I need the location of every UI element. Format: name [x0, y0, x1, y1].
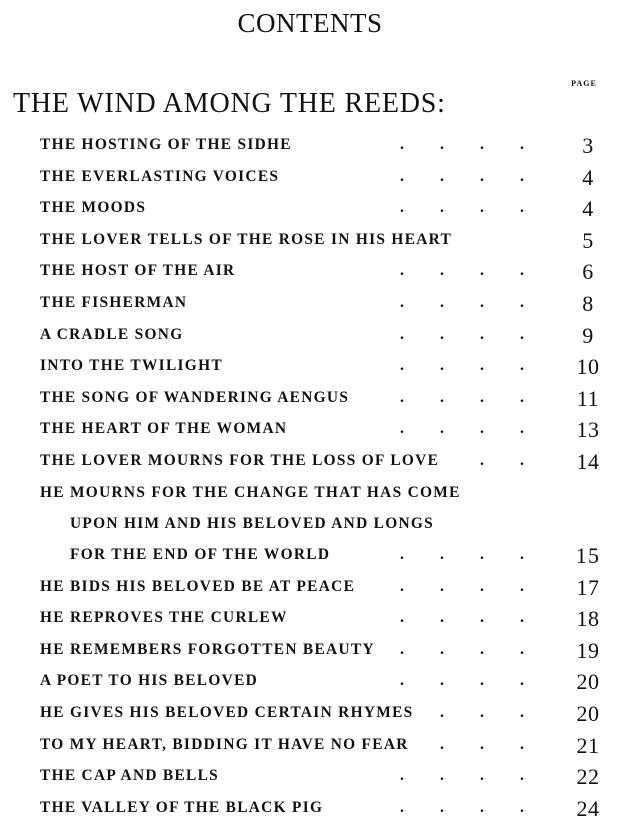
leader-dot: .	[480, 577, 486, 595]
leader-dot: .	[400, 545, 406, 563]
leader-dot: .	[440, 262, 446, 280]
toc-entry	[40, 734, 612, 766]
leader-dot: .	[440, 767, 446, 785]
toc-entry-page: 9	[582, 322, 594, 348]
toc-entry-page: 4	[582, 164, 594, 190]
toc-entry	[40, 260, 612, 292]
toc-entry	[40, 607, 612, 639]
leader-dot: .	[440, 735, 446, 753]
page-title: CONTENTS	[237, 8, 383, 38]
toc-entry	[40, 797, 612, 828]
toc-entry-title: THE EVERLASTING VOICES	[40, 167, 280, 185]
leader-dot: .	[400, 767, 406, 785]
leader-dot: .	[520, 420, 526, 438]
toc-entry-title: THE LOVER MOURNS FOR THE LOSS OF LOVE	[40, 451, 440, 469]
leader-dot: .	[480, 672, 486, 690]
leader-dot: .	[440, 199, 446, 217]
toc-entry-page: 22	[576, 764, 600, 790]
leader-dot: .	[440, 357, 446, 375]
leader-dot: .	[400, 136, 406, 153]
toc-entry-page: 18	[576, 606, 600, 632]
toc-entry-page: 8	[582, 290, 594, 316]
leader-dot: .	[440, 293, 446, 311]
toc-entry-page: 15	[575, 542, 601, 568]
leader-dot: .	[440, 640, 446, 658]
leader-dot: .	[480, 609, 486, 627]
leader-dot: .	[520, 136, 526, 153]
toc-entry-title: THE FISHERMAN	[40, 293, 188, 311]
section-title: THE WIND AMONG THE REEDS:	[13, 88, 446, 119]
toc-entry	[40, 387, 612, 419]
toc-entry-title: THE HEART OF THE WOMAN	[40, 420, 288, 438]
leader-dot: .	[400, 199, 406, 217]
page-column-label: PAGE	[571, 79, 597, 88]
toc-entry	[40, 670, 612, 702]
leader-dot: .	[480, 451, 486, 469]
leader-dot: .	[440, 167, 446, 185]
toc-entry	[40, 702, 612, 734]
toc-entry-title: A POET TO HIS BELOVED	[40, 672, 259, 690]
leader-dot: .	[520, 735, 526, 753]
toc-entry-title: HE BIDS HIS BELOVED BE AT PEACE	[40, 577, 356, 595]
toc-entry-page: 5	[582, 227, 594, 253]
leader-dot: .	[400, 672, 406, 690]
leader-dot: .	[520, 388, 526, 406]
leader-dot: .	[400, 609, 406, 627]
leader-dot: .	[400, 325, 406, 343]
toc-entry-title: THE MOODS	[40, 199, 147, 217]
toc-entry-title: HE REMEMBERS FORGOTTEN BEAUTY	[40, 640, 375, 658]
leader-dot: .	[480, 136, 486, 153]
toc-entry	[40, 355, 612, 387]
toc-entry-multiline	[40, 482, 612, 576]
leader-dot: .	[480, 767, 486, 785]
toc-entry-title: THE VALLEY OF THE BLACK PIG	[40, 798, 324, 816]
toc-entry-page: 4	[582, 196, 594, 222]
toc-entry-title: THE HOST OF THE AIR	[40, 262, 236, 280]
toc-entry-page: 13	[576, 417, 600, 443]
toc-entry	[40, 229, 612, 261]
leader-dot: .	[400, 798, 406, 816]
leader-dot: .	[480, 325, 486, 343]
toc-entry-page: 10	[576, 354, 600, 380]
leader-dot: .	[400, 167, 406, 185]
toc-entry-title: THE CAP AND BELLS	[40, 767, 220, 785]
toc-entry-title: A CRADLE SONG	[40, 325, 184, 343]
leader-dot: .	[480, 545, 486, 563]
leader-dot: .	[400, 420, 406, 438]
leader-dot: .	[520, 577, 526, 595]
toc-entry	[40, 576, 612, 608]
toc-entry-title-line-3: FOR THE END OF THE WORLD	[70, 545, 331, 563]
toc-entry-title: INTO THE TWILIGHT	[40, 357, 223, 375]
toc-entry-page: 20	[576, 669, 600, 695]
leader-dot: .	[440, 703, 446, 721]
leader-dot: .	[440, 136, 446, 153]
leader-dot: .	[480, 199, 486, 217]
leader-dot: .	[400, 640, 406, 658]
toc-list	[40, 134, 612, 828]
leader-dot: .	[480, 262, 486, 280]
toc-entry	[40, 450, 612, 482]
toc-entry	[40, 639, 612, 671]
leader-dot: .	[440, 325, 446, 343]
leader-dot: .	[520, 767, 526, 785]
leader-dot: .	[440, 545, 446, 563]
leader-dot: .	[520, 545, 526, 563]
toc-entry-page: 11	[576, 385, 600, 411]
leader-dot: .	[440, 672, 446, 690]
leader-dot: .	[440, 420, 446, 438]
leader-dot: .	[520, 167, 526, 185]
leader-dot: .	[480, 735, 486, 753]
toc-entry-page: 20	[576, 700, 600, 726]
leader-dot: .	[520, 798, 526, 816]
leader-dot: .	[520, 672, 526, 690]
toc-entry	[40, 324, 612, 356]
toc-entry	[40, 134, 612, 166]
toc-entry-title-line-1: HE MOURNS FOR THE CHANGE THAT HAS COME	[40, 483, 461, 501]
leader-dot: .	[480, 388, 486, 406]
leader-dot: .	[520, 357, 526, 375]
toc-entry-title-line-2: UPON HIM AND HIS BELOVED AND LONGS	[70, 514, 435, 532]
leader-dot: .	[480, 703, 486, 721]
leader-dot: .	[480, 357, 486, 375]
toc-entry-title: HE REPROVES THE CURLEW	[40, 609, 288, 627]
toc-entry-page: 24	[576, 795, 600, 821]
toc-entry-page: 6	[582, 259, 594, 285]
toc-entry-title: THE LOVER TELLS OF THE ROSE IN HIS HEART	[40, 230, 453, 248]
toc-entry-title: THE SONG OF WANDERING AENGUS	[40, 388, 350, 406]
leader-dot: .	[480, 798, 486, 816]
leader-dot: .	[400, 293, 406, 311]
toc-entry-title: HE GIVES HIS BELOVED CERTAIN RHYMES	[40, 703, 414, 721]
leader-dot: .	[520, 293, 526, 311]
toc-entry	[40, 418, 612, 450]
toc-entry-page: 3	[582, 133, 594, 158]
toc-entry	[40, 765, 612, 797]
toc-entry-page: 19	[576, 637, 600, 663]
leader-dot: .	[440, 388, 446, 406]
leader-dot: .	[400, 388, 406, 406]
leader-dot: .	[520, 609, 526, 627]
leader-dot: .	[440, 609, 446, 627]
leader-dot: .	[520, 640, 526, 658]
leader-dot: .	[520, 703, 526, 721]
toc-entry	[40, 166, 612, 198]
leader-dot: .	[400, 577, 406, 595]
leader-dot: .	[520, 325, 526, 343]
leader-dot: .	[520, 199, 526, 217]
leader-dot: .	[520, 451, 526, 469]
toc-entry-page: 21	[576, 732, 600, 758]
leader-dot: .	[480, 640, 486, 658]
leader-dot: .	[480, 167, 486, 185]
leader-dot: .	[400, 262, 406, 280]
leader-dot: .	[440, 577, 446, 595]
toc-entry-page: 17	[576, 574, 600, 600]
toc-entry	[40, 292, 612, 324]
leader-dot: .	[480, 293, 486, 311]
toc-entry-title: THE HOSTING OF THE SIDHE	[40, 136, 292, 153]
leader-dot: .	[480, 420, 486, 438]
toc-entry-page: 14	[576, 448, 600, 474]
toc-entry-title: TO MY HEART, BIDDING IT HAVE NO FEAR	[40, 735, 409, 753]
leader-dot: .	[440, 798, 446, 816]
leader-dot: .	[520, 262, 526, 280]
toc-entry	[40, 197, 612, 229]
leader-dot: .	[400, 357, 406, 375]
